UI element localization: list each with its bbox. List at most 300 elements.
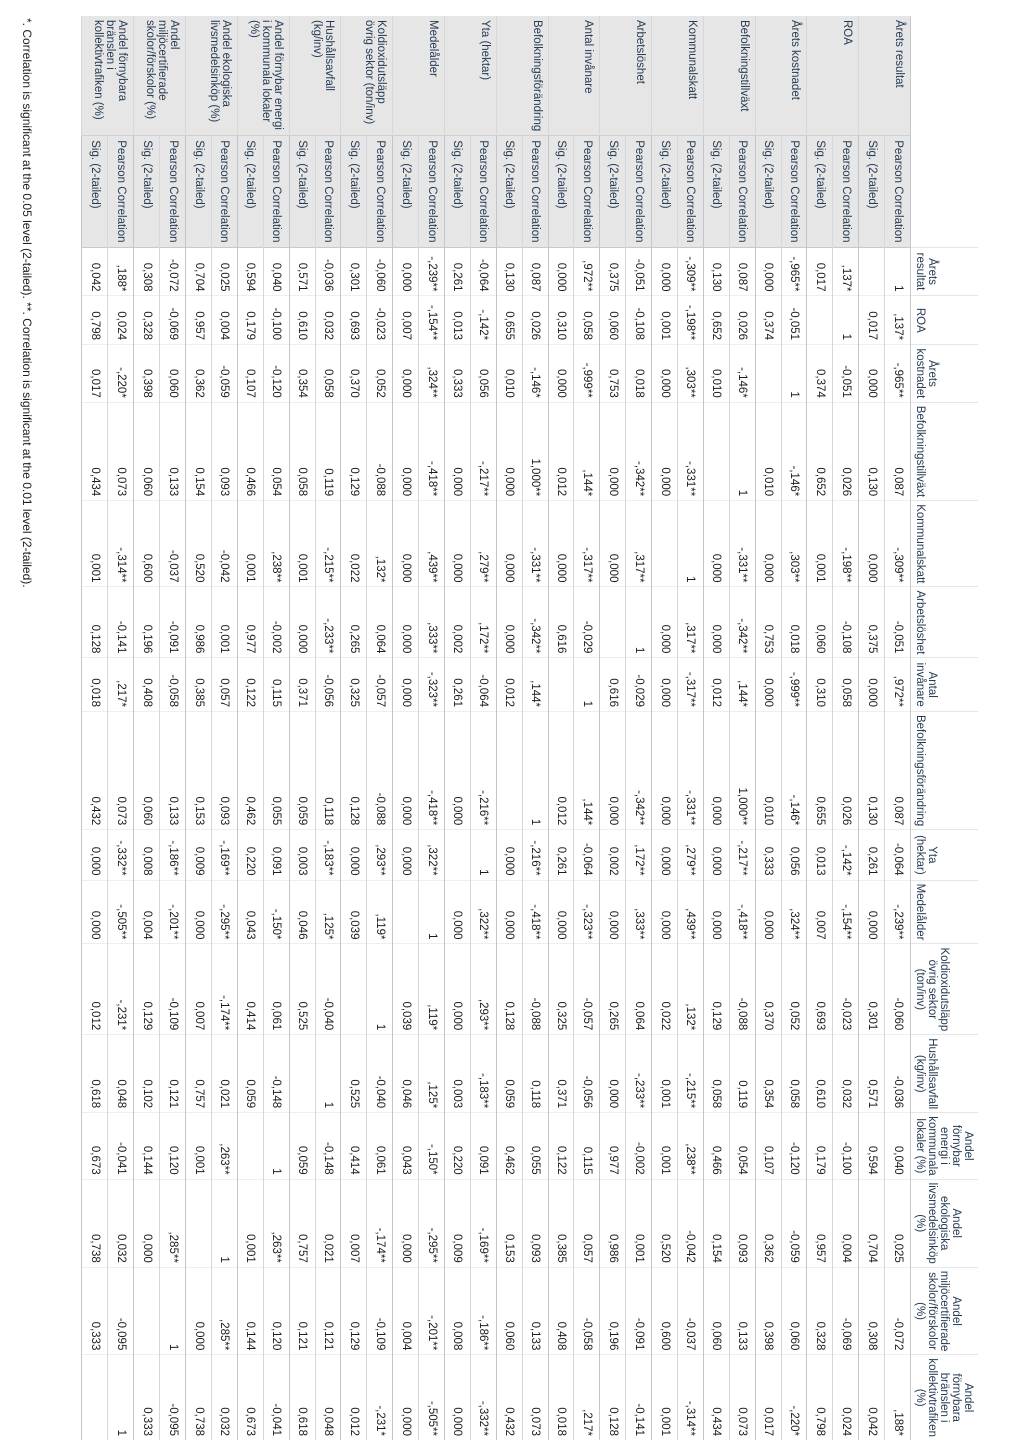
significance-cell: 0,128 [600, 1355, 626, 1440]
significance-cell: 0,977 [237, 587, 263, 658]
correlation-cell: -,154** [833, 880, 859, 944]
significance-cell: 0,010 [496, 345, 522, 403]
correlation-cell: 0,133 [160, 711, 186, 829]
significance-cell: 0,977 [600, 1113, 626, 1179]
significance-cell: 0,129 [703, 944, 729, 1035]
significance-cell: 0,310 [548, 296, 574, 345]
significance-cell: 0,107 [237, 345, 263, 403]
sig-label: Sig. (2-tailed) [82, 136, 108, 247]
table-row [574, 16, 600, 1440]
significance-cell: 0,798 [807, 1355, 833, 1440]
correlation-cell: -0,069 [160, 296, 186, 345]
significance-cell: 0,652 [807, 402, 833, 500]
correlation-cell: -0,072 [885, 1267, 911, 1355]
significance-cell: 0,757 [289, 1179, 315, 1267]
significance-cell: 0,000 [393, 711, 419, 829]
correlation-cell: 0,133 [522, 1267, 548, 1355]
correlation-cell: -,216** [522, 830, 548, 880]
significance-cell: 0,000 [496, 880, 522, 944]
significance-cell: 0,003 [444, 1035, 470, 1113]
significance-cell: 0,655 [496, 296, 522, 345]
correlation-cell: -0,056 [315, 658, 341, 712]
pearson-label: Pearson Correlation [367, 136, 393, 247]
table-row [237, 16, 263, 1440]
significance-cell: 0,618 [82, 1035, 108, 1113]
significance-cell: 0,000 [82, 830, 108, 880]
correlation-cell: 0,018 [626, 345, 652, 403]
correlation-cell: ,132* [367, 501, 393, 587]
significance-cell: 0,058 [289, 402, 315, 500]
correlation-cell: -0,040 [367, 1035, 393, 1113]
correlation-cell: -0,141 [626, 1355, 652, 1440]
correlation-cell: 0,054 [729, 1113, 755, 1179]
correlation-cell: 1 [677, 501, 703, 587]
significance-cell: 0,333 [134, 1355, 160, 1440]
significance-cell: 0,000 [186, 880, 212, 944]
significance-cell: 0,610 [289, 296, 315, 345]
correlation-cell: -,201** [160, 880, 186, 944]
significance-cell: 0,408 [548, 1267, 574, 1355]
correlation-cell: -0,088 [522, 944, 548, 1035]
sig-label: Sig. (2-tailed) [393, 136, 419, 247]
correlation-cell: -0,051 [781, 296, 807, 345]
significance-cell: 0,122 [548, 1113, 574, 1179]
significance-cell: 0,520 [652, 1179, 678, 1267]
correlation-cell: -,331** [677, 711, 703, 829]
correlation-cell: -0,060 [367, 247, 393, 296]
sig-label: Sig. (2-tailed) [289, 136, 315, 247]
pearson-label: Pearson Correlation [729, 136, 755, 247]
significance-cell: 0,017 [807, 247, 833, 296]
significance-cell: 0,060 [134, 402, 160, 500]
significance-cell [859, 247, 885, 296]
pearson-label: Pearson Correlation [677, 136, 703, 247]
significance-cell: 0,757 [186, 1035, 212, 1113]
significance-cell: 0,525 [341, 1035, 367, 1113]
significance-cell: 0,000 [496, 830, 522, 880]
row-variable-label: Koldioxidutsläpp övrig sektor (ton/inv) [341, 16, 393, 136]
significance-cell: 0,301 [341, 247, 367, 296]
significance-cell: 0,129 [341, 402, 367, 500]
significance-cell: 0,130 [496, 247, 522, 296]
correlation-cell: 1 [574, 658, 600, 712]
correlation-cell: -0,037 [677, 1267, 703, 1355]
significance-cell: 0,001 [237, 501, 263, 587]
correlation-cell: 1 [470, 830, 496, 880]
significance-cell: 0,000 [600, 402, 626, 500]
significance-cell: 0,220 [237, 830, 263, 880]
significance-cell: 0,012 [341, 1355, 367, 1440]
significance-cell: 0,328 [807, 1267, 833, 1355]
correlation-cell: ,293** [367, 830, 393, 880]
significance-cell: 0,594 [859, 1113, 885, 1179]
significance-cell: 0,060 [496, 1267, 522, 1355]
significance-cell: 0,013 [807, 830, 833, 880]
correlation-cell: 1 [160, 1267, 186, 1355]
correlation-cell: -0,041 [263, 1355, 289, 1440]
row-variable-label: Befolkningsförändring [496, 16, 548, 136]
significance-cell: 0,022 [652, 944, 678, 1035]
significance-cell: 0,153 [496, 1179, 522, 1267]
significance-cell: 0,000 [703, 587, 729, 658]
correlation-cell: 0,021 [315, 1179, 341, 1267]
correlation-cell: 0,021 [211, 1035, 237, 1113]
correlation-table [82, 16, 979, 1440]
correlation-cell: 0,115 [263, 658, 289, 712]
significance-cell: 0,000 [859, 501, 885, 587]
correlation-cell: 0,058 [315, 345, 341, 403]
table-row [652, 16, 678, 1440]
correlation-cell: ,125* [315, 880, 341, 944]
pearson-label: Pearson Correlation [885, 136, 911, 247]
correlation-cell: -,965** [781, 247, 807, 296]
correlation-cell: 0,121 [315, 1267, 341, 1355]
correlation-cell: 1,000** [522, 402, 548, 500]
correlation-cell: -0,072 [160, 247, 186, 296]
correlation-cell: -0,002 [626, 1113, 652, 1179]
correlation-cell: ,322** [419, 830, 445, 880]
row-variable-label: Yta (hektar) [444, 16, 496, 136]
significance-cell: 0,059 [496, 1035, 522, 1113]
correlation-cell: -,999** [781, 658, 807, 712]
correlation-cell: ,119* [367, 880, 393, 944]
row-variable-label: Andel ekologiska livsmedelsinköp (%) [186, 16, 238, 136]
correlation-cell: 0,040 [885, 1113, 911, 1179]
significance-cell: 0,798 [82, 296, 108, 345]
correlation-cell: -,217** [470, 402, 496, 500]
significance-cell: 0,616 [600, 658, 626, 712]
correlation-cell: -,183** [470, 1035, 496, 1113]
correlation-cell: -0,100 [263, 296, 289, 345]
sig-label: Sig. (2-tailed) [652, 136, 678, 247]
correlation-cell: -0,109 [160, 944, 186, 1035]
correlation-cell: -0,057 [574, 944, 600, 1035]
correlation-cell: -0,029 [574, 587, 600, 658]
header-corner-stat [911, 136, 979, 247]
correlation-cell: 0,026 [729, 296, 755, 345]
correlation-cell: -,342** [626, 711, 652, 829]
table-row [263, 16, 289, 1440]
significance-cell: 0,704 [859, 1179, 885, 1267]
correlation-cell: -0,064 [470, 247, 496, 296]
correlation-cell: -0,141 [108, 587, 134, 658]
significance-cell: 0,000 [755, 247, 781, 296]
significance-cell: 0,398 [134, 345, 160, 403]
correlation-cell: ,144* [574, 402, 600, 500]
significance-cell: 0,000 [652, 587, 678, 658]
significance-cell: 0,130 [859, 402, 885, 500]
correlation-cell: -,332** [470, 1355, 496, 1440]
significance-cell: 0,060 [134, 711, 160, 829]
significance-cell: 0,375 [600, 247, 626, 296]
significance-cell: 0,154 [703, 1179, 729, 1267]
significance-cell: 0,398 [755, 1267, 781, 1355]
column-header: ROA [911, 296, 979, 345]
correlation-cell: -0,036 [885, 1035, 911, 1113]
pearson-label: Pearson Correlation [522, 136, 548, 247]
correlation-cell: ,324** [419, 345, 445, 403]
significance-cell: 0,957 [807, 1179, 833, 1267]
correlation-cell: -0,108 [833, 587, 859, 658]
correlation-cell: -0,057 [367, 658, 393, 712]
significance-cell: 0,128 [496, 944, 522, 1035]
significance-cell: 0,432 [82, 711, 108, 829]
correlation-cell: 0,091 [470, 1113, 496, 1179]
table-row [108, 16, 134, 1440]
correlation-cell: 0,055 [522, 1113, 548, 1179]
correlation-cell: -0,037 [160, 501, 186, 587]
correlation-cell: ,293** [470, 944, 496, 1035]
correlation-cell: ,439** [419, 501, 445, 587]
table-row [496, 16, 522, 1440]
correlation-cell: ,263** [211, 1113, 237, 1179]
correlation-cell: 0,115 [574, 1113, 600, 1179]
table-row [419, 16, 445, 1440]
significance-cell: 0,753 [600, 345, 626, 403]
correlation-cell: -,505** [419, 1355, 445, 1440]
correlation-cell: -0,109 [367, 1267, 393, 1355]
correlation-cell: 1 [626, 587, 652, 658]
significance-cell: 0,179 [237, 296, 263, 345]
significance-cell: 0,434 [82, 402, 108, 500]
column-header: Andel förnybara bränslen i kollektivtrafiken (%) [911, 1355, 979, 1440]
correlation-cell: 0,058 [781, 1035, 807, 1113]
correlation-cell: -,965** [885, 345, 911, 403]
significance-cell: 0,704 [186, 247, 212, 296]
correlation-cell: ,137* [885, 296, 911, 345]
significance-cell: 0,693 [341, 296, 367, 345]
correlation-cell: 0,025 [211, 247, 237, 296]
correlation-cell: 0,040 [263, 247, 289, 296]
pearson-label: Pearson Correlation [419, 136, 445, 247]
significance-cell: 0,000 [444, 501, 470, 587]
table-row [626, 16, 652, 1440]
significance-cell: 0,261 [444, 247, 470, 296]
correlation-cell: -,418** [522, 880, 548, 944]
header-row [911, 16, 979, 1440]
correlation-cell: -0,042 [677, 1179, 703, 1267]
significance-cell: 0,325 [548, 944, 574, 1035]
correlation-cell: ,333** [626, 880, 652, 944]
significance-cell: 0,000 [548, 501, 574, 587]
column-header: Befolkningstillväxt [911, 402, 979, 500]
pearson-label: Pearson Correlation [211, 136, 237, 247]
significance-cell: 0,000 [496, 587, 522, 658]
correlation-cell: -,295** [419, 1179, 445, 1267]
significance-cell: 0,000 [859, 345, 885, 403]
correlation-cell: 0,058 [574, 296, 600, 345]
correlation-cell: -,418** [419, 711, 445, 829]
correlation-cell: 0,093 [211, 402, 237, 500]
correlation-cell: 1 [315, 1035, 341, 1113]
pearson-label: Pearson Correlation [108, 136, 134, 247]
correlation-cell: ,188* [885, 1355, 911, 1440]
correlation-cell: 1 [885, 247, 911, 296]
significance-cell: 0,196 [134, 587, 160, 658]
correlation-cell: -,150* [263, 880, 289, 944]
correlation-cell: -0,059 [211, 345, 237, 403]
significance-cell: 0,012 [703, 658, 729, 712]
significance-cell: 0,000 [134, 1179, 160, 1267]
correlation-cell: -,169** [470, 1179, 496, 1267]
row-variable-label: Kommunalskatt [652, 16, 704, 136]
significance-cell: 0,362 [186, 345, 212, 403]
correlation-cell: 0,001 [211, 587, 237, 658]
correlation-cell: 0,073 [108, 402, 134, 500]
correlation-cell: ,238** [677, 1113, 703, 1179]
significance-cell: 0,059 [289, 711, 315, 829]
significance-cell [652, 501, 678, 587]
significance-cell: 0,010 [703, 345, 729, 403]
significance-cell: 0,043 [393, 1113, 419, 1179]
correlation-cell: 0,118 [315, 711, 341, 829]
correlation-cell: 0,120 [160, 1113, 186, 1179]
significance-cell: 0,600 [652, 1267, 678, 1355]
significance-cell: 0,618 [289, 1355, 315, 1440]
correlation-cell: 0,133 [160, 402, 186, 500]
significance-cell: 0,000 [755, 501, 781, 587]
correlation-cell: 0,004 [211, 296, 237, 345]
significance-cell: 0,000 [652, 830, 678, 880]
column-header: Koldioxidutsläpp övrig sektor (ton/inv) [911, 944, 979, 1035]
table-row [600, 16, 626, 1440]
correlation-cell: 0,061 [263, 944, 289, 1035]
table-row [885, 16, 911, 1440]
significance-cell: 0,129 [134, 944, 160, 1035]
significance-cell: 0,371 [289, 658, 315, 712]
correlation-cell: -,174** [367, 1179, 393, 1267]
significance-cell: 0,462 [237, 711, 263, 829]
correlation-cell: 0,064 [626, 944, 652, 1035]
row-variable-label: Antal invånare [548, 16, 600, 136]
correlation-cell: 0,054 [263, 402, 289, 500]
correlation-cell: 0,087 [885, 711, 911, 829]
significance-cell: 0,000 [393, 345, 419, 403]
correlation-cell: -,332** [108, 830, 134, 880]
significance-cell: 0,738 [82, 1179, 108, 1267]
correlation-cell: 0,133 [729, 1267, 755, 1355]
significance-cell [496, 711, 522, 829]
significance-cell: 0,009 [444, 1179, 470, 1267]
significance-cell: 0,693 [807, 944, 833, 1035]
correlation-cell: ,333** [419, 587, 445, 658]
correlation-cell: 0,026 [833, 402, 859, 500]
significance-cell: 0,007 [393, 296, 419, 345]
correlation-cell: -0,058 [574, 1267, 600, 1355]
significance-cell: 0,261 [444, 658, 470, 712]
significance-cell: 0,000 [600, 501, 626, 587]
correlation-cell: 0,121 [160, 1035, 186, 1113]
correlation-cell: ,144* [729, 658, 755, 712]
significance-cell: 0,002 [444, 587, 470, 658]
correlation-cell: -0,036 [315, 247, 341, 296]
table-row [859, 16, 885, 1440]
significance-cell: 0,000 [444, 880, 470, 944]
correlation-cell: -,505** [108, 880, 134, 944]
table-row [315, 16, 341, 1440]
correlation-cell: -0,091 [626, 1267, 652, 1355]
significance-cell: 0,408 [134, 658, 160, 712]
correlation-cell: 1 [211, 1179, 237, 1267]
significance-cell: 0,001 [807, 501, 833, 587]
significance-cell: 0,265 [600, 944, 626, 1035]
significance-cell: 0,354 [755, 1035, 781, 1113]
significance-cell: 0,000 [600, 711, 626, 829]
correlation-cell: -0,148 [315, 1113, 341, 1179]
correlation-cell: 0,120 [263, 1267, 289, 1355]
correlation-cell: 0,064 [367, 587, 393, 658]
significance-cell: 0,046 [289, 880, 315, 944]
table-row [470, 16, 496, 1440]
significance-cell: 0,957 [186, 296, 212, 345]
significance-cell: 0,122 [237, 658, 263, 712]
significance-cell: 0,000 [393, 402, 419, 500]
correlation-cell: 1,000** [729, 711, 755, 829]
correlation-cell: ,172** [470, 587, 496, 658]
sig-label: Sig. (2-tailed) [548, 136, 574, 247]
significance-cell: 0,986 [186, 587, 212, 658]
correlation-cell: ,317** [626, 501, 652, 587]
significance-cell: 0,042 [859, 1355, 885, 1440]
correlation-cell: 1 [367, 944, 393, 1035]
significance-cell: 0,000 [444, 711, 470, 829]
table-row [211, 16, 237, 1440]
significance-cell: 0,000 [393, 587, 419, 658]
correlation-cell: 1 [419, 880, 445, 944]
row-variable-label: Andel förnybara bränslen i kollektivtrafiken (%) [82, 16, 134, 136]
significance-cell [134, 1267, 160, 1355]
correlation-cell: 0,024 [108, 296, 134, 345]
significance-cell: 0,354 [289, 345, 315, 403]
significance-cell: 0,128 [341, 711, 367, 829]
correlation-cell: 0,024 [833, 1355, 859, 1440]
significance-cell: 0,059 [289, 1113, 315, 1179]
correlation-cell: -0,002 [263, 587, 289, 658]
significance-cell [341, 944, 367, 1035]
header-corner [911, 16, 979, 136]
table-row [729, 16, 755, 1440]
significance-cell: 0,017 [859, 296, 885, 345]
correlation-cell: 0,001 [626, 1179, 652, 1267]
correlation-cell: -,217** [729, 830, 755, 880]
significance-cell: 0,130 [859, 711, 885, 829]
significance-cell: 0,385 [548, 1179, 574, 1267]
correlation-cell: 0,119 [315, 402, 341, 500]
table-row [833, 16, 859, 1440]
significance-cell: 0,432 [496, 1355, 522, 1440]
correlation-cell: -0,064 [574, 830, 600, 880]
significance-cell: 0,000 [548, 247, 574, 296]
correlation-cell: ,137* [833, 247, 859, 296]
correlation-cell: 0,032 [211, 1355, 237, 1440]
significance-cell: 0,102 [134, 1035, 160, 1113]
correlation-cell: -,220* [108, 345, 134, 403]
column-header: Andel miljöcertifierade skolor/förskolor (%) [911, 1267, 979, 1355]
correlation-cell: -,314** [677, 1355, 703, 1440]
row-variable-label: Andel miljöcertifierade skolor/förskolor (%) [134, 16, 186, 136]
significance-cell: 0,466 [237, 402, 263, 500]
correlation-cell: -0,059 [781, 1179, 807, 1267]
significance-cell: 0,060 [807, 587, 833, 658]
pearson-label: Pearson Correlation [315, 136, 341, 247]
significance-cell: 0,000 [341, 830, 367, 880]
correlation-cell: -,183** [315, 830, 341, 880]
correlation-cell: -0,148 [263, 1035, 289, 1113]
sig-label: Sig. (2-tailed) [703, 136, 729, 247]
sig-label: Sig. (2-tailed) [755, 136, 781, 247]
significance-cell: 0,000 [703, 830, 729, 880]
correlation-cell: -0,091 [160, 587, 186, 658]
